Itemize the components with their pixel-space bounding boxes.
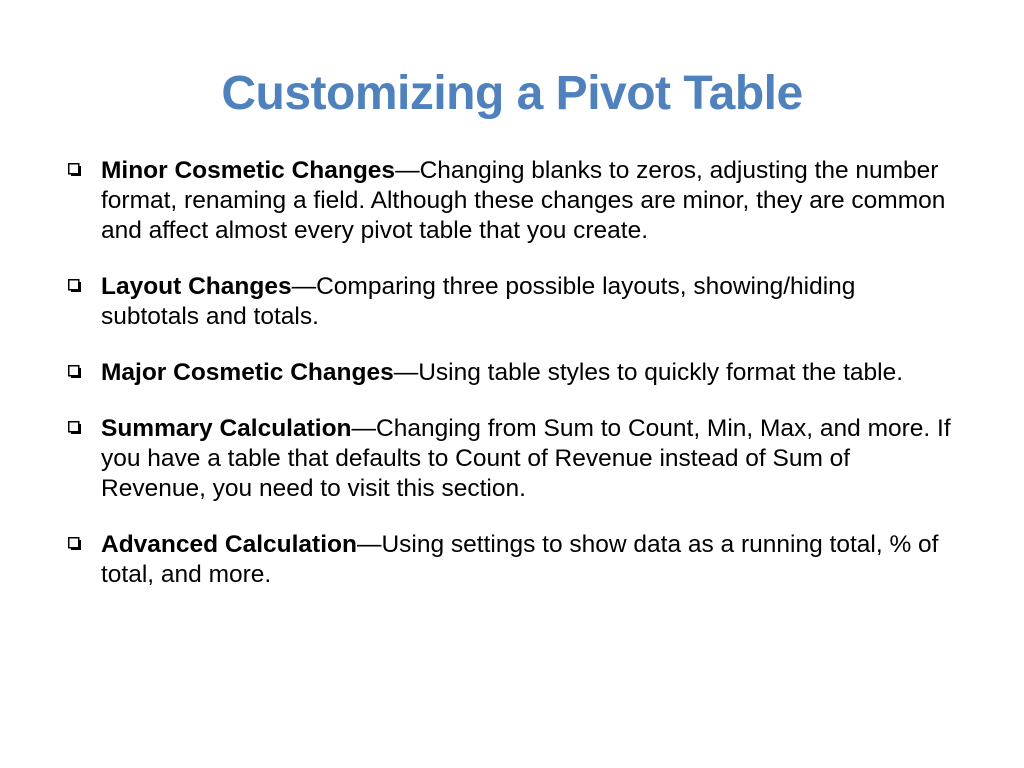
- bullet-text: Using table styles to quickly format the table.: [418, 359, 904, 386]
- slide-title: Customizing a Pivot Table: [221, 67, 803, 120]
- bullet-term: Major Cosmetic Changes: [101, 359, 394, 386]
- bullet-separator: —: [395, 157, 420, 184]
- bullet-separator: —: [351, 415, 377, 442]
- bullet-term: Summary Calculation: [101, 415, 352, 442]
- checkbox-square-icon: [68, 163, 82, 177]
- checkbox-square-icon: [68, 537, 82, 551]
- checkbox-square-icon: [68, 279, 82, 293]
- bullet-term: Advanced Calculation: [101, 531, 357, 558]
- bullet-text: Using settings to show data as a running total, % of total, and more.: [101, 531, 939, 588]
- checkbox-square-icon: [68, 365, 82, 379]
- bullet-item: [64, 156, 954, 246]
- checkbox-square-icon: [68, 421, 82, 435]
- bullet-list: [64, 156, 954, 590]
- bullet-item: [64, 530, 954, 590]
- bullet-separator: —: [356, 531, 382, 558]
- bullet-text: Changing from Sum to Count, Min, Max, and more. If you have a table that defaults to Count of Revenue instead of Sum of Revenue, you need to visit this section.: [101, 415, 951, 502]
- bullet-item: [64, 358, 954, 388]
- bullet-term: Layout Changes: [101, 273, 292, 300]
- bullet-separator: —: [393, 359, 419, 386]
- bullet-text: Comparing three possible layouts, showing/hiding subtotals and totals.: [101, 273, 856, 330]
- bullet-item: [64, 272, 954, 332]
- bullet-term: Minor Cosmetic Changes: [101, 157, 396, 184]
- bullet-item: [64, 414, 954, 504]
- bullet-separator: —: [291, 273, 317, 300]
- bullet-text: Changing blanks to zeros, adjusting the number format, renaming a field. Although these changes are minor, they are common and affect almost every pivot table that you create.: [101, 157, 946, 244]
